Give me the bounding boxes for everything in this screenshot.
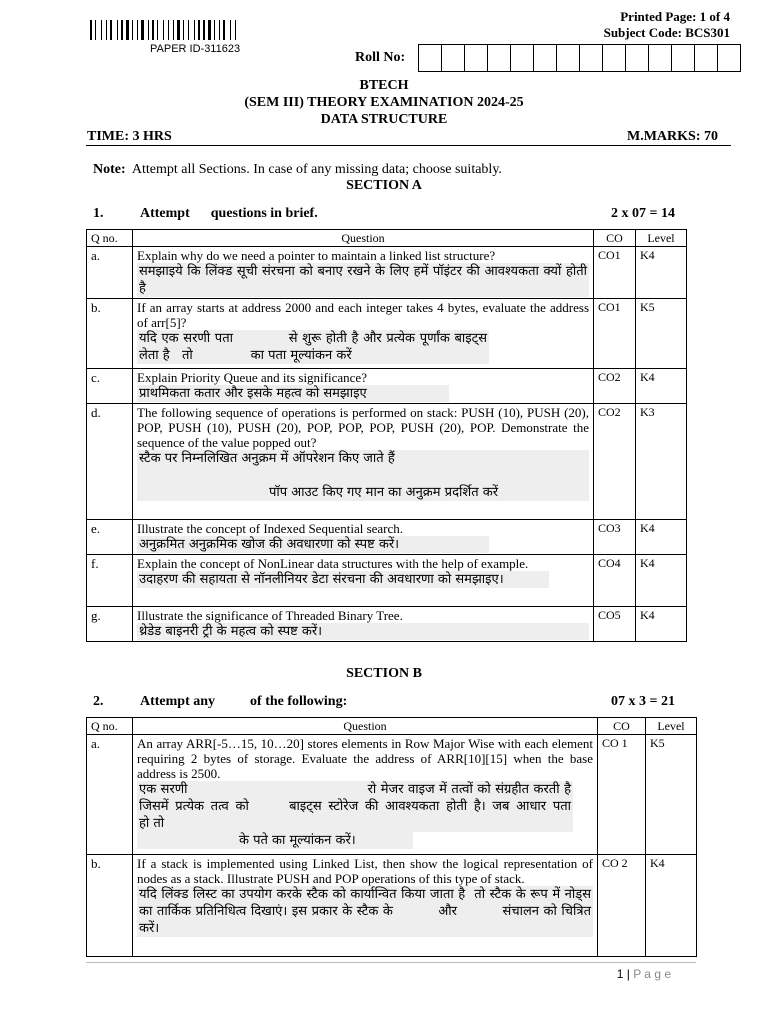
question-en: The following sequence of operations is performed on stack: PUSH (10), PUSH (20), POP, PUSH (10), PUSH (20), POP, POP, POP, PUSH (20), POP. Demonstrate the sequence of the value popped out? (137, 405, 589, 450)
question-hi: उदाहरण की सहायता से नॉनलीनियर डेटा संरचना की अवधारणा को समझाइए। (137, 571, 549, 588)
barcode-bar (152, 20, 154, 40)
question-cell (133, 247, 594, 299)
barcode (90, 20, 270, 40)
hi-gap (137, 467, 589, 484)
row-label: a. (87, 735, 133, 855)
barcode-bar (159, 20, 162, 40)
barcode-bar (97, 20, 100, 40)
level-cell: K4 (636, 607, 687, 642)
barcode-bar (173, 20, 174, 40)
barcode-bar (214, 20, 215, 40)
question-en: If an array starts at address 2000 and each integer takes 4 bytes, evaluate the address of arr[5]? (137, 300, 589, 330)
time-label: TIME: 3 HRS (87, 129, 172, 144)
roll-no-box[interactable] (557, 45, 580, 71)
level-cell: K4 (636, 520, 687, 555)
barcode-bar (132, 20, 133, 40)
question-hi: स्टैक पर निम्नलिखित अनुक्रम में ऑपरेशन किए जाते हैं (137, 450, 589, 467)
barcode-bar (165, 20, 167, 40)
title-subject: DATA STRUCTURE (320, 112, 448, 127)
barcode-bar (168, 20, 169, 40)
barcode-bar (206, 20, 207, 40)
barcode-bar (110, 20, 112, 40)
section-b-table (86, 717, 697, 957)
co-cell: CO3 (594, 520, 636, 555)
barcode-bar (93, 20, 94, 40)
row-label: f. (87, 555, 133, 607)
question-cell (133, 855, 598, 957)
question-en: Explain the concept of NonLinear data structures with the help of example. (137, 556, 529, 571)
barcode-bar (145, 20, 147, 40)
section-a-heading: SECTION A (346, 178, 422, 193)
barcode-bar (177, 20, 180, 40)
question-hi: समझाइये कि लिंक्ड सूची संरचना को बनाए रखने के लिए हमें पॉइंटर की आवश्यकता क्यों होती है (139, 264, 587, 296)
row-label: c. (87, 369, 133, 404)
question-hi: अनुक्रमित अनुक्रमिक खोज की अवधारणा को स्पष्ट करें। (137, 536, 489, 553)
barcode-bar (101, 20, 102, 40)
barcode-bar (183, 20, 184, 40)
barcode-bar (212, 20, 213, 40)
col-qno: Q no. (87, 718, 133, 735)
barcode-bar (203, 20, 205, 40)
table-header-row (87, 718, 697, 735)
row-label: b. (87, 855, 133, 957)
question-en: Illustrate the significance of Threaded Binary Tree. (137, 608, 403, 623)
roll-no-box[interactable] (442, 45, 465, 71)
roll-no-box[interactable] (511, 45, 534, 71)
barcode-bar (198, 20, 200, 40)
roll-no-box[interactable] (718, 45, 740, 71)
printed-page: Printed Page: 1 of 4 (620, 9, 730, 24)
barcode-bar (124, 20, 125, 40)
question-hi: थ्रेडेड बाइनरी ट्री के महत्व को स्पष्ट करें। (137, 623, 589, 640)
barcode-bar (223, 20, 225, 40)
level-cell: K4 (636, 369, 687, 404)
roll-no-box[interactable] (488, 45, 511, 71)
barcode-bar (196, 20, 197, 40)
footer-separator: | (626, 967, 630, 981)
level-cell: K5 (636, 299, 687, 369)
section-b-marks: 07 x 3 = 21 (611, 694, 675, 709)
roll-no-box[interactable] (603, 45, 626, 71)
co-cell: CO2 (594, 369, 636, 404)
page-footer (617, 967, 671, 981)
barcode-bar (208, 20, 211, 40)
col-question: Question (133, 230, 594, 247)
question-cell (133, 369, 594, 404)
note-text: Attempt all Sections. In case of any missing data; choose suitably. (131, 162, 502, 177)
barcode-bar (232, 20, 234, 40)
question-cell (133, 607, 594, 642)
marks-label: M.MARKS: 70 (627, 129, 718, 144)
barcode-bar (108, 20, 109, 40)
question-en: Explain why do we need a pointer to maintain a linked list structure? (137, 248, 496, 263)
barcode-bar (194, 20, 195, 40)
co-cell: CO 1 (598, 735, 646, 855)
table-row (87, 247, 687, 299)
row-label: b. (87, 299, 133, 369)
col-level: Level (646, 718, 697, 735)
barcode-bar (117, 20, 118, 40)
question-en: An array ARR[-5…15, 10…20] stores elements in Row Major Wise with each element requiring 2 bytes of storage. Evaluate the address of ARR[10][15] when the base address is 2500. (137, 736, 593, 781)
barcode-bar (237, 20, 238, 40)
co-cell: CO5 (594, 607, 636, 642)
barcode-bar (121, 20, 123, 40)
barcode-bar (235, 20, 236, 40)
question-cell (133, 299, 594, 369)
co-cell: CO 2 (598, 855, 646, 957)
roll-no-box[interactable] (465, 45, 488, 71)
col-co: CO (594, 230, 636, 247)
question-en: Explain Priority Queue and its significance? (137, 370, 367, 385)
roll-no-box[interactable] (419, 45, 442, 71)
subject-code: Subject Code: BCS301 (603, 25, 730, 40)
col-question: Question (133, 718, 598, 735)
barcode-bar (230, 20, 231, 40)
question-cell (133, 520, 594, 555)
col-co: CO (598, 718, 646, 735)
co-cell: CO1 (594, 247, 636, 299)
barcode-bar (148, 20, 149, 40)
table-row (87, 855, 697, 957)
barcode-bar (163, 20, 164, 40)
roll-no-box[interactable] (649, 45, 672, 71)
roll-no-label: Roll No: (355, 50, 406, 65)
level-cell: K4 (636, 555, 687, 607)
question-hi: यदि एक सरणी पता से शुरू होती है और प्रत्येक पूर्णांक बाइट्स लेता है तो का पता मूल्यांकन करें (139, 331, 492, 363)
question-hi-2: पॉप आउट किए गए मान का अनुक्रम प्रदर्शित करें (137, 484, 589, 501)
barcode-bar (126, 20, 129, 40)
barcode-bar (106, 20, 107, 40)
table-row (87, 299, 687, 369)
question-en: Illustrate the concept of Indexed Sequential search. (137, 521, 404, 536)
barcode-bar (150, 20, 151, 40)
roll-no-box[interactable] (580, 45, 603, 71)
page-word: P a g e (633, 967, 671, 981)
barcode-bar (155, 20, 156, 40)
section-a-marks: 2 x 07 = 14 (611, 206, 675, 221)
barcode-bar (175, 20, 176, 40)
barcode-bar (130, 20, 131, 40)
table-row (87, 735, 697, 855)
question-cell (133, 404, 594, 520)
barcode-bar (221, 20, 222, 40)
barcode-bar (119, 20, 120, 40)
paper-id: PAPER ID-311623 (150, 43, 241, 55)
roll-no-box[interactable] (626, 45, 649, 71)
question-cell (133, 555, 594, 607)
level-cell: K5 (646, 735, 697, 855)
barcode-bar (95, 20, 96, 40)
roll-no-box[interactable] (695, 45, 718, 71)
barcode-bar (190, 20, 193, 40)
barcode-bar (90, 20, 92, 40)
question-hi: यदि लिंक्ड लिस्ट का उपयोग करके स्टैक को कार्यान्वित किया जाता है तो स्टैक के रूप में नोड्स का तार्किक प्रतिनिधित्व दिखाएं। इस प्रकार के स्टैक के और संचालन को चित्रित करें। (139, 887, 596, 936)
table-row (87, 520, 687, 555)
title-exam: (SEM III) THEORY EXAMINATION 2024-25 (244, 95, 524, 110)
section-b-heading: SECTION B (346, 666, 422, 681)
footer-divider (86, 962, 696, 963)
co-cell: CO2 (594, 404, 636, 520)
table-row (87, 404, 687, 520)
level-cell: K3 (636, 404, 687, 520)
table-header-row (87, 230, 687, 247)
barcode-bar (216, 20, 218, 40)
barcode-bar (181, 20, 182, 40)
level-cell: K4 (646, 855, 697, 957)
barcode-bar (219, 20, 220, 40)
section-a-instruction: Attempt questions in brief. (140, 206, 318, 221)
question-en: If a stack is implemented using Linked List, then show the logical representation of nodes as a stack. Illustrate PUSH and POP operations of this type of stack. (137, 856, 593, 886)
note (93, 162, 502, 178)
question-hi: प्राथमिकता कतार और इसके महत्व को समझाइए (137, 385, 449, 402)
row-label: d. (87, 404, 133, 520)
header-divider (86, 145, 731, 146)
section-a-table (86, 229, 687, 642)
col-qno: Q no. (87, 230, 133, 247)
roll-no-box[interactable] (672, 45, 695, 71)
row-label: e. (87, 520, 133, 555)
title-btech: BTECH (359, 78, 409, 93)
row-label: a. (87, 247, 133, 299)
co-cell: CO1 (594, 299, 636, 369)
barcode-bar (103, 20, 105, 40)
table-row (87, 607, 687, 642)
section-b-instruction: Attempt any of the following: (140, 694, 348, 709)
barcode-bar (201, 20, 202, 40)
barcode-bar (141, 20, 144, 40)
barcode-bar (139, 20, 140, 40)
barcode-bar (185, 20, 187, 40)
barcode-bar (170, 20, 172, 40)
barcode-bar (137, 20, 138, 40)
table-row (87, 369, 687, 404)
barcode-bar (226, 20, 229, 40)
barcode-bar (134, 20, 136, 40)
barcode-bar (157, 20, 158, 40)
roll-no-box[interactable] (534, 45, 557, 71)
section-a-qnum: 1. (93, 206, 104, 221)
question-hi: एक सरणी रो मेजर वाइज में तत्वों को संग्रहीत करती है जिसमें प्रत्येक तत्व को बाइट्स स्टोरेज की आवश्यकता होती है। जब आधार पता हो तो (139, 782, 621, 831)
barcode-bar (188, 20, 189, 40)
barcode-bar (113, 20, 116, 40)
col-level: Level (636, 230, 687, 247)
roll-no-boxes[interactable] (418, 44, 741, 72)
note-label: Note: (93, 162, 126, 177)
row-label: g. (87, 607, 133, 642)
level-cell: K4 (636, 247, 687, 299)
question-hi-2: के पते का मूल्यांकन करें। (137, 832, 413, 849)
section-b-qnum: 2. (93, 694, 104, 709)
table-row (87, 555, 687, 607)
page-number: 1 (616, 967, 624, 981)
co-cell: CO4 (594, 555, 636, 607)
